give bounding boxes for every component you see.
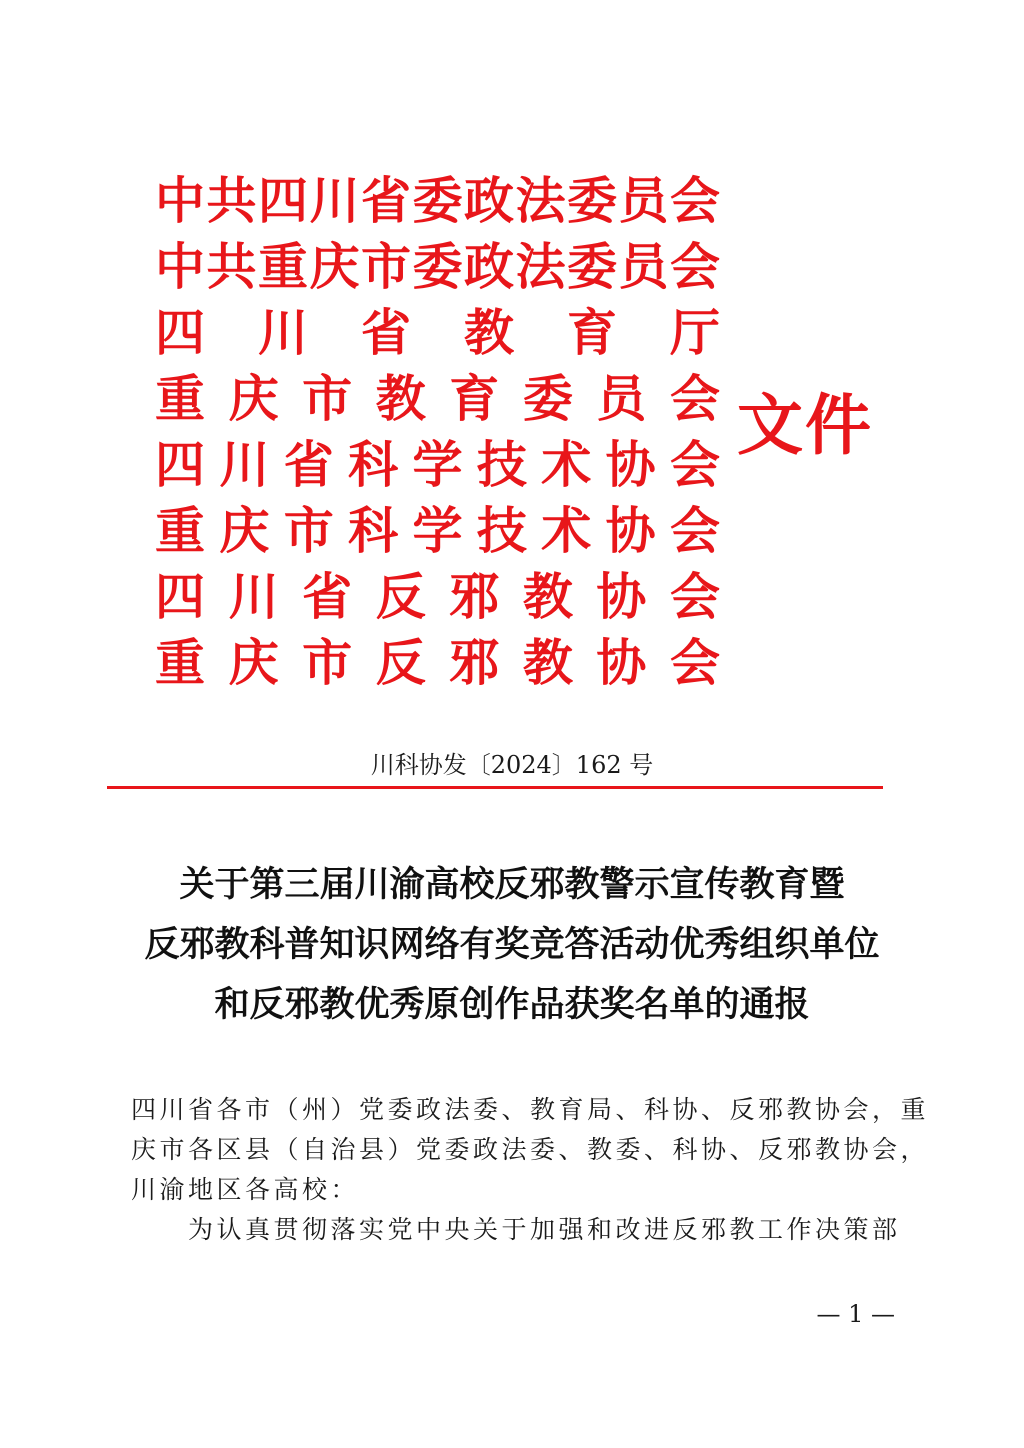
- issuer-char: 川: [258, 303, 308, 362]
- issuer-char: 会: [670, 171, 720, 230]
- issuer-block: [155, 168, 720, 696]
- issuer-char: 会: [669, 369, 720, 428]
- issuer-line: [155, 366, 720, 432]
- issuer-char: 四: [155, 303, 205, 362]
- issuer-char: 学: [412, 435, 463, 494]
- issuer-char: 重: [155, 633, 205, 692]
- issuer-char: 庆: [228, 369, 279, 428]
- issuer-char: 法: [515, 171, 566, 230]
- issuer-char: 省: [361, 171, 411, 230]
- issuer-char: 技: [476, 501, 527, 560]
- issuer-char: 邪: [449, 633, 500, 692]
- issuer-char: 科: [348, 501, 399, 560]
- issuer-char: 川: [228, 567, 279, 626]
- issuer-char: 法: [515, 237, 566, 296]
- title-line: 关于第三届川渝高校反邪教警示宣传教育暨: [179, 864, 845, 905]
- issuer-char: 会: [670, 435, 720, 494]
- issuer-char: 学: [412, 501, 463, 560]
- issuer-char: 教: [464, 303, 514, 362]
- issuer-char: 省: [302, 567, 353, 626]
- issuer-char: 省: [361, 303, 411, 362]
- issuer-line: [155, 498, 720, 564]
- issuer-char: 育: [449, 369, 500, 428]
- issuer-char: 反: [375, 633, 426, 692]
- issuer-char: 教: [522, 567, 573, 626]
- issuer-char: 科: [348, 435, 399, 494]
- recipients-line: 川渝地区各高校：: [131, 1175, 360, 1204]
- issuer-char: 术: [541, 435, 592, 494]
- issuer-line: [155, 234, 720, 300]
- issuer-char: 中: [155, 237, 205, 296]
- issuer-char: 技: [476, 435, 527, 494]
- issuer-char: 协: [596, 633, 647, 692]
- issuer-char: 反: [375, 567, 426, 626]
- issuer-char: 厅: [670, 303, 720, 362]
- issuer-line: [155, 564, 720, 630]
- issuer-char: 育: [567, 303, 617, 362]
- issuer-char: 川: [309, 171, 360, 230]
- body-paragraph: 为认真贯彻落实党中央关于加强和改进反邪教工作决策部: [188, 1215, 901, 1244]
- issuer-char: 协: [605, 435, 656, 494]
- issuer-char: 共: [206, 237, 257, 296]
- issuer-char: 政: [464, 171, 514, 230]
- recipients-line: 四川省各市（州）党委政法委、教育局、科协、反邪教协会，重: [131, 1095, 930, 1124]
- issuer-char: 市: [361, 237, 411, 296]
- issuer-char: 委: [567, 237, 617, 296]
- issuer-char: 委: [567, 171, 617, 230]
- issuer-line: [155, 300, 720, 366]
- issuer-char: 庆: [228, 633, 279, 692]
- issuer-char: 中: [155, 171, 205, 230]
- issuer-char: 共: [206, 171, 257, 230]
- issuer-char: 教: [375, 369, 426, 428]
- issuer-char: 邪: [449, 567, 500, 626]
- issuer-char: 会: [669, 567, 720, 626]
- issuer-char: 协: [596, 567, 647, 626]
- issuer-char: 员: [596, 369, 647, 428]
- issuer-char: 重: [258, 237, 308, 296]
- title-line: 和反邪教优秀原创作品获奖名单的通报: [214, 984, 810, 1025]
- title-line: 反邪教科普知识网络有奖竞答活动优秀组织单位: [144, 924, 880, 965]
- issuer-char: 委: [412, 237, 463, 296]
- issuer-char: 庆: [309, 237, 360, 296]
- issuer-char: 市: [283, 501, 334, 560]
- issuer-char: 员: [618, 237, 669, 296]
- issuer-char: 协: [605, 501, 656, 560]
- issuer-char: 员: [618, 171, 669, 230]
- issuer-char: 四: [155, 567, 205, 626]
- document-body: [131, 1090, 930, 1250]
- issuer-char: 会: [669, 633, 720, 692]
- issuer-char: 市: [302, 633, 353, 692]
- page-number: — 1 —: [816, 1300, 895, 1328]
- issuer-char: 川: [219, 435, 270, 494]
- issuer-char: 重: [155, 369, 205, 428]
- issuer-char: 教: [522, 633, 573, 692]
- issuer-char: 政: [464, 237, 514, 296]
- issuer-char: 重: [155, 501, 205, 560]
- recipients-line: 庆市各区县（自治县）党委政法委、教委、科协、反邪教协会，: [131, 1135, 930, 1164]
- issuer-char: 委: [522, 369, 573, 428]
- issuer-line: [155, 168, 720, 234]
- issuer-char: 会: [670, 501, 720, 560]
- document-label: 文件: [737, 386, 873, 464]
- issuer-char: 术: [541, 501, 592, 560]
- red-divider: [107, 786, 883, 789]
- issuer-char: 省: [283, 435, 334, 494]
- issuer-line: [155, 630, 720, 696]
- issuer-char: 市: [302, 369, 353, 428]
- issuer-line: [155, 432, 720, 498]
- issuer-char: 委: [412, 171, 463, 230]
- issuer-char: 四: [258, 171, 308, 230]
- issuer-char: 四: [155, 435, 205, 494]
- document-number: 川科协发〔2024〕162 号: [370, 751, 654, 779]
- document-title: [0, 855, 1024, 1035]
- issuer-char: 会: [670, 237, 720, 296]
- issuer-char: 庆: [219, 501, 270, 560]
